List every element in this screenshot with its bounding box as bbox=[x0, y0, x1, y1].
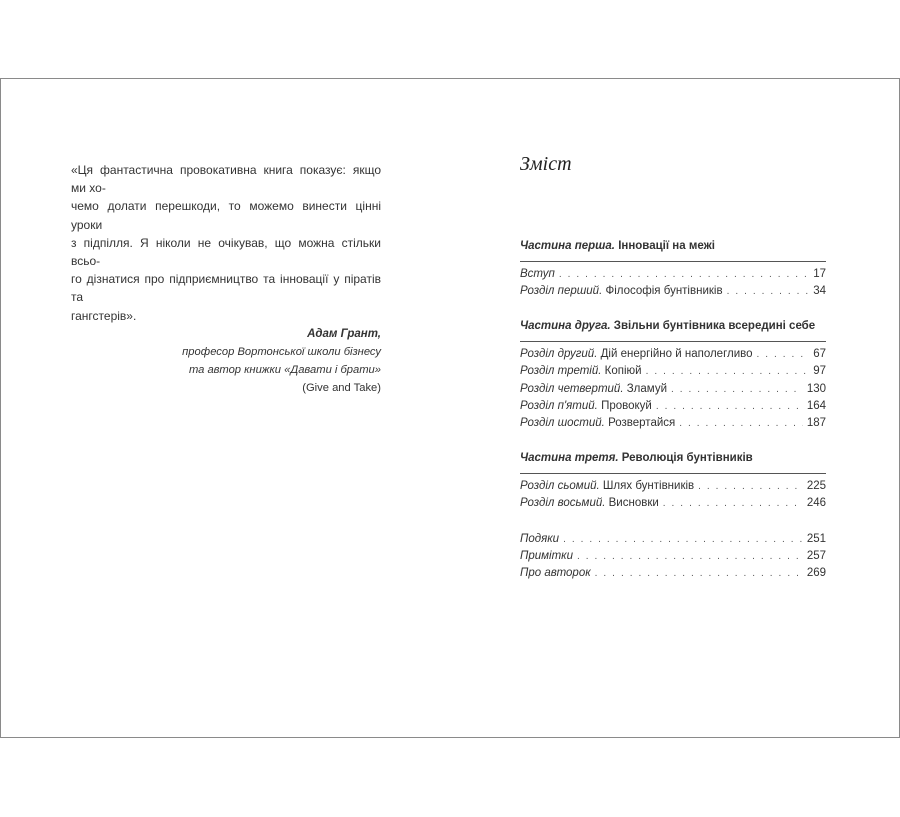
entry-title: Копіюй bbox=[604, 365, 642, 378]
toc-entry[interactable] bbox=[520, 283, 826, 300]
toc-entry[interactable] bbox=[520, 381, 826, 398]
toc-entry[interactable] bbox=[520, 346, 826, 363]
dot-leader bbox=[663, 495, 803, 512]
page-number: 164 bbox=[806, 399, 826, 412]
entry-label: Розділ шостий. bbox=[520, 417, 605, 430]
page-number: 17 bbox=[813, 268, 826, 280]
entry-text bbox=[520, 381, 667, 398]
toc-entry[interactable] bbox=[520, 565, 826, 582]
dot-leader bbox=[679, 415, 803, 432]
entry-title: Розвертайся bbox=[608, 417, 676, 430]
part-divider bbox=[520, 473, 826, 474]
entry-text bbox=[520, 398, 652, 415]
quote-line: з підпілля. Я ніколи не очікував, що можна стільки всьо- bbox=[71, 235, 381, 269]
entry-text bbox=[520, 363, 642, 380]
page-number: 67 bbox=[813, 347, 826, 360]
entry-label: Вступ bbox=[520, 268, 555, 280]
part-title: Звільни бунтівника всередині себе bbox=[613, 319, 816, 332]
page-number: 257 bbox=[806, 549, 826, 562]
part-title: Революція бунтівників bbox=[621, 451, 753, 464]
dot-leader bbox=[757, 346, 810, 363]
page-number: 269 bbox=[806, 567, 826, 580]
epigraph-quote bbox=[71, 161, 381, 397]
entry-title: Висновки bbox=[608, 497, 659, 510]
entry-label: Розділ третій. bbox=[520, 365, 602, 378]
entry-title: Провокуй bbox=[601, 399, 652, 412]
book-original-title: (Give and Take) bbox=[302, 381, 381, 394]
toc-entry[interactable] bbox=[520, 398, 826, 415]
page-number: 246 bbox=[806, 497, 826, 510]
entry-text bbox=[520, 495, 659, 512]
entry-text bbox=[520, 478, 694, 495]
page-number: 251 bbox=[806, 532, 826, 545]
quote-attribution bbox=[71, 325, 381, 397]
part-heading bbox=[520, 317, 826, 335]
part-heading bbox=[520, 237, 826, 255]
dot-leader bbox=[646, 363, 810, 380]
toc-title: Зміст bbox=[520, 153, 572, 175]
dot-leader bbox=[577, 548, 803, 565]
entry-label: Розділ п'ятий. bbox=[520, 399, 598, 412]
entry-label: Розділ перший. bbox=[520, 285, 603, 298]
toc-entry[interactable] bbox=[520, 266, 826, 283]
dot-leader bbox=[727, 283, 810, 300]
part-divider bbox=[520, 341, 826, 342]
entry-title: Філософія бунтівників bbox=[605, 285, 723, 298]
page-number: 97 bbox=[813, 365, 826, 378]
toc-entry[interactable] bbox=[520, 531, 826, 548]
entry-text bbox=[520, 415, 675, 432]
entry-title: Зламуй bbox=[626, 382, 667, 395]
part-title: Інновації на межі bbox=[618, 240, 715, 252]
author-description: та автор книжки «Давати і брати» bbox=[188, 363, 381, 376]
quote-line: чемо долати перешкоди, то можемо винести цінні уроки bbox=[71, 199, 381, 232]
toc-entry[interactable] bbox=[520, 415, 826, 432]
quote-line: го дізнатися про підприємництво та інновації у піратів та bbox=[71, 272, 381, 305]
entry-label: Розділ другий. bbox=[520, 347, 598, 360]
dot-leader bbox=[559, 266, 809, 283]
page-number: 130 bbox=[806, 382, 826, 395]
entry-title: Шлях бунтівників bbox=[602, 479, 695, 492]
dot-leader bbox=[656, 398, 803, 415]
entry-label: Подяки bbox=[520, 532, 560, 545]
entry-title: Дій енергійно й наполегливо bbox=[600, 347, 753, 360]
part-heading bbox=[520, 449, 826, 467]
book-spread bbox=[0, 78, 900, 738]
quote-line: гангстерів». bbox=[71, 308, 137, 323]
entry-text bbox=[520, 283, 723, 300]
dot-leader bbox=[563, 531, 803, 548]
entry-label: Примітки bbox=[520, 549, 573, 562]
part-label: Частина перша. bbox=[520, 240, 615, 252]
page-number: 34 bbox=[813, 285, 826, 298]
toc-entry[interactable] bbox=[520, 478, 826, 495]
part-label: Частина третя. bbox=[520, 451, 619, 464]
entry-label: Розділ сьомий. bbox=[520, 479, 600, 492]
part-divider bbox=[520, 261, 826, 262]
entry-label: Розділ четвертий. bbox=[520, 382, 624, 395]
quote-text bbox=[71, 161, 381, 325]
dot-leader bbox=[595, 565, 803, 582]
dot-leader bbox=[698, 478, 803, 495]
dot-leader bbox=[671, 381, 803, 398]
entry-label: Розділ восьмий. bbox=[520, 497, 606, 510]
table-of-contents bbox=[520, 237, 826, 583]
entry-text bbox=[520, 346, 753, 363]
quote-line: «Ця фантастична провокативна книга показує: якщо ми хо- bbox=[71, 163, 381, 196]
toc-entry[interactable] bbox=[520, 363, 826, 380]
page-number: 187 bbox=[806, 417, 826, 430]
page-number: 225 bbox=[806, 479, 826, 492]
toc-entry[interactable] bbox=[520, 495, 826, 512]
quote-author: Адам Грант, bbox=[307, 327, 381, 340]
part-label: Частина друга. bbox=[520, 319, 611, 332]
toc-entry[interactable] bbox=[520, 548, 826, 565]
entry-label: Про авторок bbox=[520, 567, 591, 580]
author-description: професор Вортонської школи бізнесу bbox=[182, 345, 381, 358]
